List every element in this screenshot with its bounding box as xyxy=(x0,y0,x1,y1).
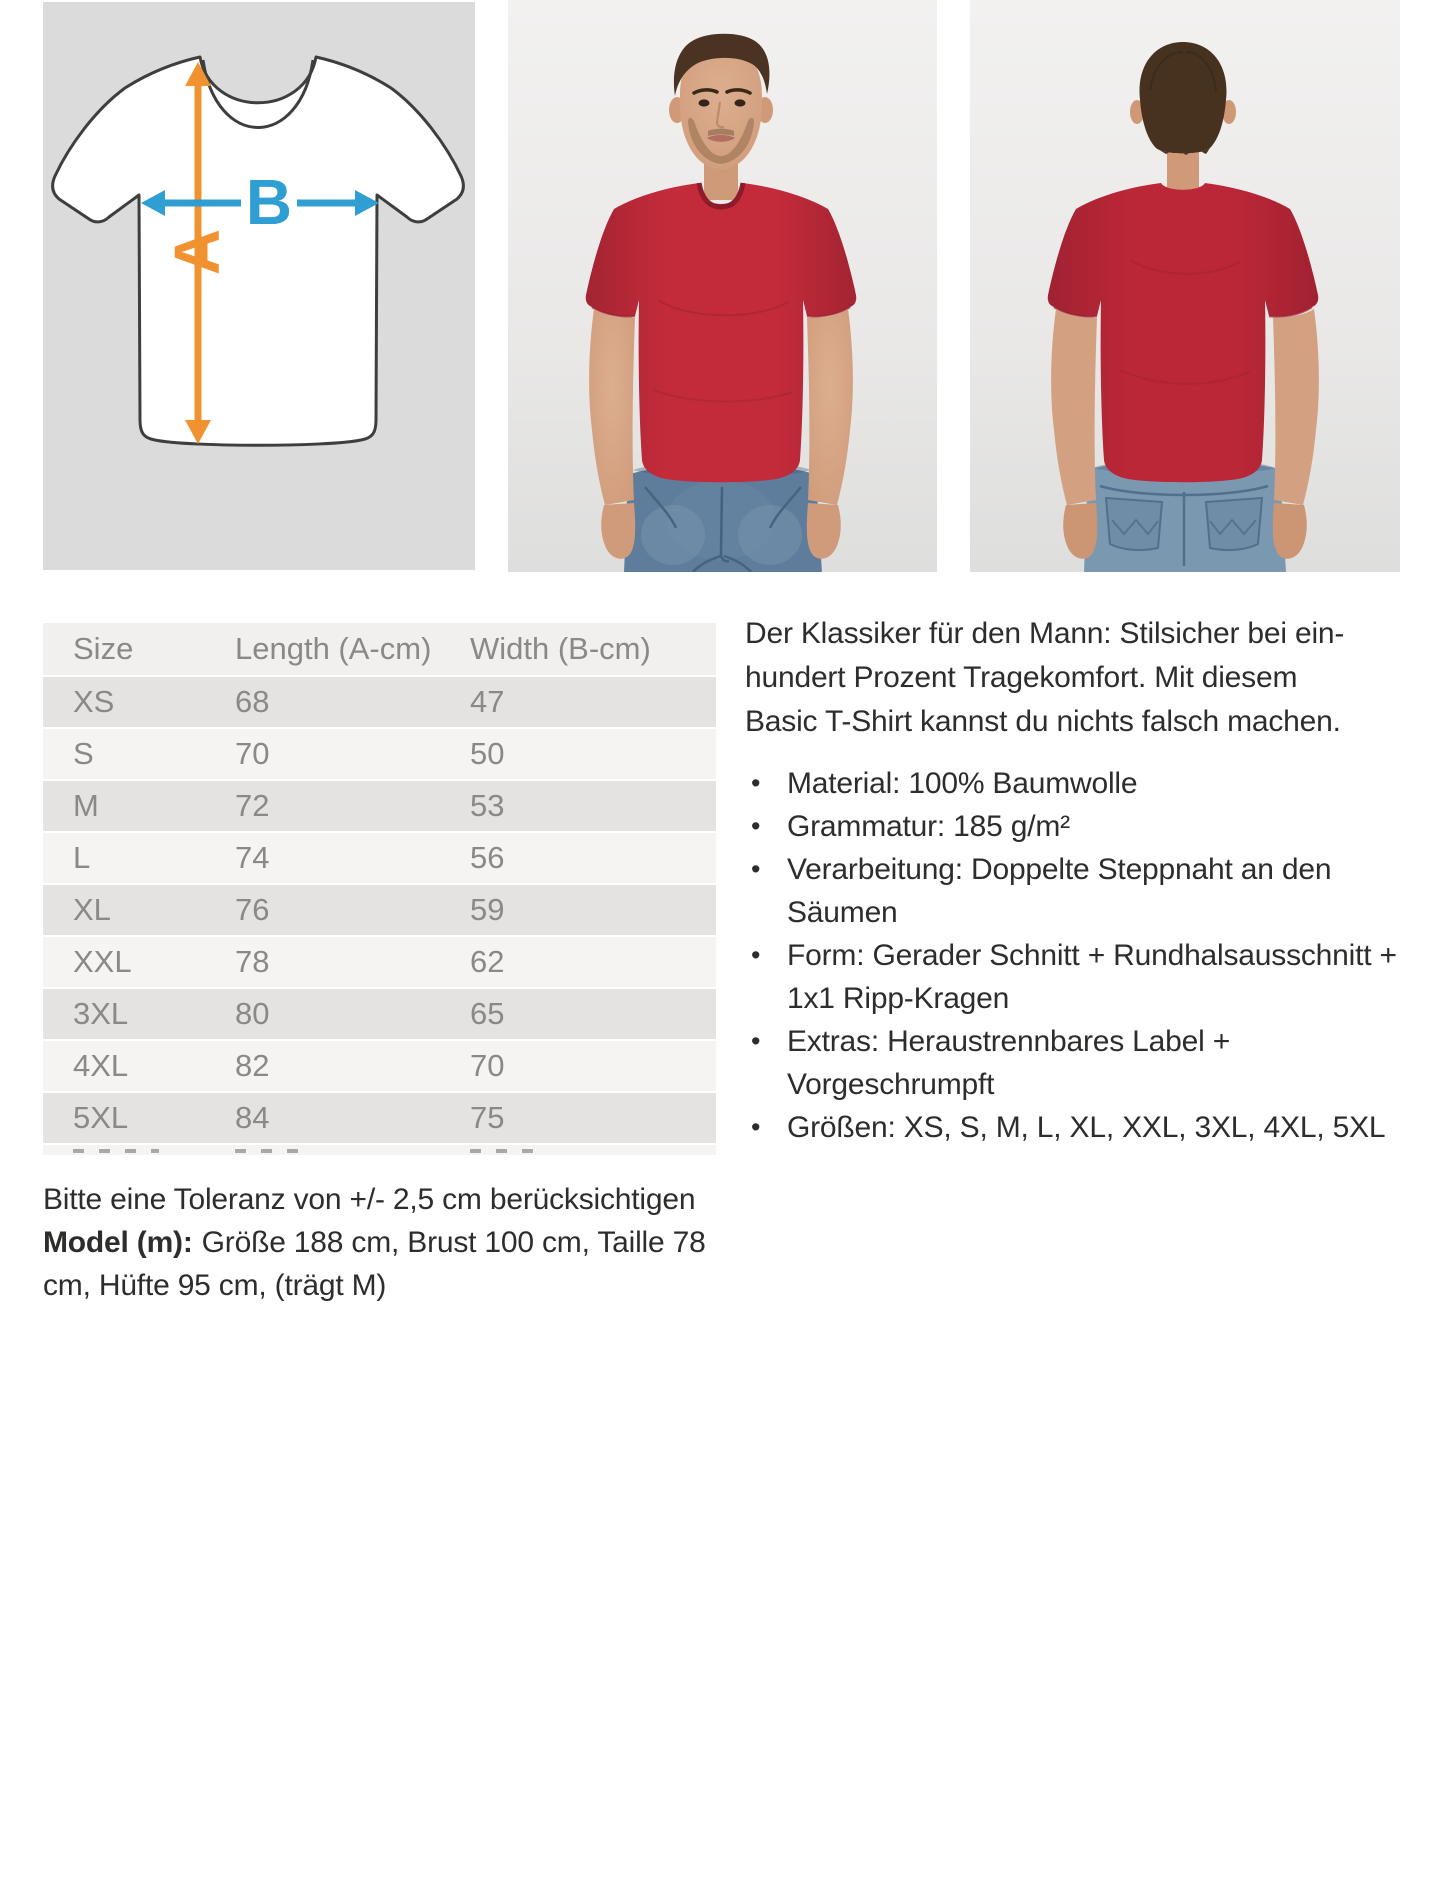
feature-text: Verarbeitung: Doppelte Steppnaht an den Säumen xyxy=(787,853,1332,929)
table-row xyxy=(43,1093,716,1145)
cell-width: 75 xyxy=(470,1093,716,1145)
cell-width: 53 xyxy=(470,781,716,833)
feature-list xyxy=(745,762,1445,1149)
intro-line: Der Klassiker für den Mann: Stilsicher bei ein- xyxy=(745,617,1345,650)
cell-width: 59 xyxy=(470,885,716,937)
table-row xyxy=(43,885,716,937)
size-diagram-image xyxy=(43,0,475,572)
feature-text: Grammatur: 185 g/m² xyxy=(787,810,1070,843)
label-a: A xyxy=(161,228,233,276)
table-row xyxy=(43,677,716,729)
bullet-dot-icon: • xyxy=(751,768,761,798)
cell-width: 47 xyxy=(470,677,716,729)
cropped-glyphs xyxy=(235,1149,299,1153)
cell-length: 80 xyxy=(235,989,470,1041)
feature-item xyxy=(745,934,1445,1020)
header-width: Width (B-cm) xyxy=(470,623,716,677)
cell-size: XXL xyxy=(43,937,235,989)
feature-item xyxy=(745,1106,1445,1149)
bullet-dot-icon: • xyxy=(751,811,761,841)
table-row xyxy=(43,989,716,1041)
model-info-label: Model (m): xyxy=(43,1226,193,1259)
cell-size: L xyxy=(43,833,235,885)
cell-length: 76 xyxy=(235,885,470,937)
cell-size: 4XL xyxy=(43,1041,235,1093)
feature-text: Form: Gerader Schnitt + Rundhalsausschnitt + 1x1 Ripp-Kragen xyxy=(787,939,1397,1015)
table-cropped-row xyxy=(43,1145,716,1155)
cell-length: 70 xyxy=(235,729,470,781)
cell-length: 74 xyxy=(235,833,470,885)
size-table-header-row xyxy=(43,623,716,677)
bullet-dot-icon: • xyxy=(751,1026,761,1056)
cell-size: S xyxy=(43,729,235,781)
table-row xyxy=(43,833,716,885)
feature-text: Extras: Heraustrennbares Label + Vorgeschrumpft xyxy=(787,1025,1231,1101)
bullet-dot-icon: • xyxy=(751,1112,761,1142)
cell-length: 72 xyxy=(235,781,470,833)
cell-width: 65 xyxy=(470,989,716,1041)
cell-width: 56 xyxy=(470,833,716,885)
header-size: Size xyxy=(43,623,235,677)
product-description xyxy=(745,612,1445,1149)
cell-size: XS xyxy=(43,677,235,729)
label-b: B xyxy=(245,166,293,238)
cell-size: 3XL xyxy=(43,989,235,1041)
feature-item xyxy=(745,1020,1445,1106)
bullet-dot-icon: • xyxy=(751,854,761,884)
table-row xyxy=(43,729,716,781)
feature-item xyxy=(745,762,1445,805)
tshirt-measure-diagram-icon xyxy=(43,0,475,572)
cell-length: 78 xyxy=(235,937,470,989)
feature-item xyxy=(745,805,1445,848)
cell-length: 68 xyxy=(235,677,470,729)
table-row xyxy=(43,1041,716,1093)
feature-item xyxy=(745,848,1445,934)
cell-size: 5XL xyxy=(43,1093,235,1145)
model-back-photo xyxy=(970,0,1400,572)
intro-line: Basic T-Shirt kannst du nichts falsch machen. xyxy=(745,705,1341,738)
cell-length: 82 xyxy=(235,1041,470,1093)
cell-width: 62 xyxy=(470,937,716,989)
cropped-glyphs xyxy=(470,1149,534,1153)
size-table xyxy=(43,623,716,1145)
measurement-notes xyxy=(43,1178,733,1307)
table-row xyxy=(43,937,716,989)
bullet-dot-icon: • xyxy=(751,940,761,970)
model-front-photo xyxy=(508,0,937,572)
cropped-glyphs xyxy=(73,1149,159,1153)
size-table-section xyxy=(43,623,716,1155)
description-intro xyxy=(745,612,1445,744)
table-row xyxy=(43,781,716,833)
cell-length: 84 xyxy=(235,1093,470,1145)
header-length: Length (A-cm) xyxy=(235,623,470,677)
cell-size: M xyxy=(43,781,235,833)
cell-width: 50 xyxy=(470,729,716,781)
feature-text: Material: 100% Baumwolle xyxy=(787,767,1138,800)
tolerance-note: Bitte eine Toleranz von +/- 2,5 cm berücksichtigen xyxy=(43,1183,696,1216)
cell-width: 70 xyxy=(470,1041,716,1093)
model-front-illustration xyxy=(508,0,937,572)
intro-line: hundert Prozent Tragekomfort. Mit diesem xyxy=(745,661,1298,694)
model-info xyxy=(43,1221,733,1307)
feature-text: Größen: XS, S, M, L, XL, XXL, 3XL, 4XL, 5XL xyxy=(787,1111,1386,1144)
cell-size: XL xyxy=(43,885,235,937)
model-info-text: Größe 188 cm, Brust 100 cm, Taille 78 cm, Hüfte 95 cm, (trägt M) xyxy=(43,1226,706,1302)
model-back-illustration xyxy=(970,0,1400,572)
